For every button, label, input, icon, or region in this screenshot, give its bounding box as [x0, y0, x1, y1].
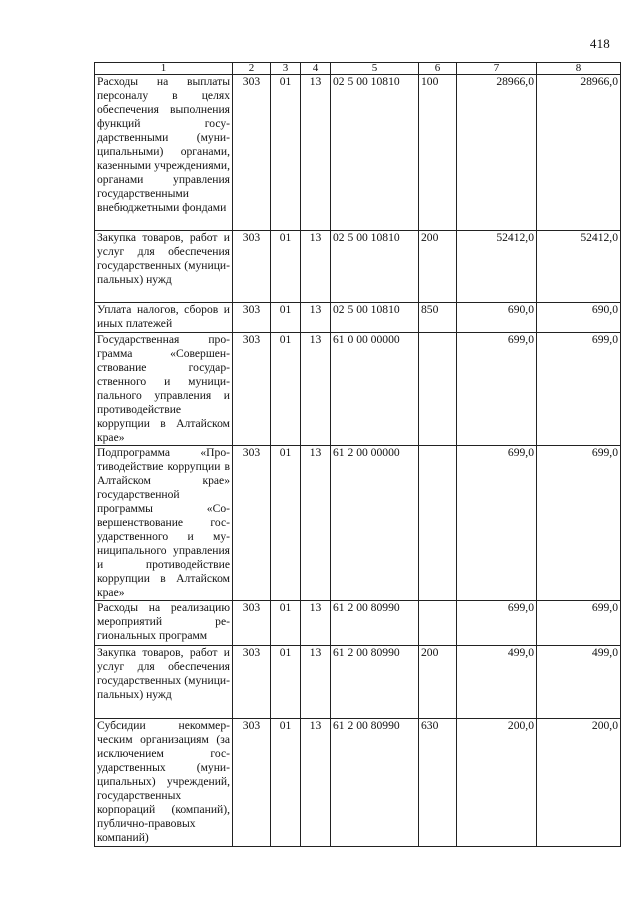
table-row	[95, 231, 621, 303]
cell-value-1: 690,0	[457, 303, 537, 333]
cell-ministry: 303	[233, 333, 271, 446]
cell-ministry: 303	[233, 646, 271, 719]
cell-name: Расходы на реализацию мероприятий региональных программ	[95, 601, 233, 646]
cell-value-2: 699,0	[537, 601, 621, 646]
cell-name: Подпрограмма «Противодействие коррупции в Алтайском крае» государственной программы «Совершенствование государственного и муниципального управления и противодействие коррупции в Алтайском крае»	[95, 446, 233, 601]
cell-value-2: 200,0	[537, 719, 621, 847]
cell-type: 200	[419, 646, 457, 719]
cell-target: 02 5 00 10810	[331, 231, 419, 303]
cell-ministry: 303	[233, 303, 271, 333]
cell-target: 61 2 00 80990	[331, 601, 419, 646]
cell-subsection: 13	[301, 303, 331, 333]
cell-section: 01	[271, 601, 301, 646]
cell-name: Государственная программа «Совершенствование государственного и муниципального управления и противодействие коррупции в Алтайском крае»	[95, 333, 233, 446]
table-body	[95, 75, 621, 847]
cell-section: 01	[271, 303, 301, 333]
cell-section: 01	[271, 446, 301, 601]
cell-subsection: 13	[301, 446, 331, 601]
cell-section: 01	[271, 646, 301, 719]
header-cell-1: 1	[95, 63, 233, 75]
cell-value-1: 28966,0	[457, 75, 537, 231]
cell-name: Закупка товаров, работ и услуг для обеспечения государственных (муниципальных) нужд	[95, 646, 233, 719]
cell-ministry: 303	[233, 446, 271, 601]
cell-ministry: 303	[233, 719, 271, 847]
cell-section: 01	[271, 333, 301, 446]
cell-type	[419, 446, 457, 601]
cell-section: 01	[271, 75, 301, 231]
cell-section: 01	[271, 231, 301, 303]
cell-type	[419, 333, 457, 446]
table-row	[95, 446, 621, 601]
cell-name: Уплата налогов, сборов и иных платежей	[95, 303, 233, 333]
table-row	[95, 303, 621, 333]
cell-target: 61 2 00 00000	[331, 446, 419, 601]
cell-subsection: 13	[301, 719, 331, 847]
cell-target: 02 5 00 10810	[331, 75, 419, 231]
table-row	[95, 75, 621, 231]
cell-target: 02 5 00 10810	[331, 303, 419, 333]
cell-value-2: 28966,0	[537, 75, 621, 231]
cell-type: 850	[419, 303, 457, 333]
page-number: 418	[589, 36, 610, 51]
cell-subsection: 13	[301, 646, 331, 719]
cell-subsection: 13	[301, 231, 331, 303]
header-cell-8: 8	[537, 63, 621, 75]
cell-name: Расходы на выплаты персоналу в целях обеспечения выполнения функций государственными (муниципальными) органами, казенными учреждениями, органами управления государственными внебюджетными фондами	[95, 75, 233, 231]
cell-section: 01	[271, 719, 301, 847]
cell-target: 61 0 00 00000	[331, 333, 419, 446]
header-cell-5: 5	[331, 63, 419, 75]
table-row	[95, 601, 621, 646]
header-cell-2: 2	[233, 63, 271, 75]
cell-name: Закупка товаров, работ и услуг для обеспечения государственных (муниципальных) нужд	[95, 231, 233, 303]
table-row	[95, 719, 621, 847]
cell-subsection: 13	[301, 75, 331, 231]
table-row	[95, 333, 621, 446]
cell-value-2: 690,0	[537, 303, 621, 333]
cell-type: 100	[419, 75, 457, 231]
header-cell-4: 4	[301, 63, 331, 75]
header-cell-3: 3	[271, 63, 301, 75]
cell-value-2: 699,0	[537, 333, 621, 446]
cell-value-1: 200,0	[457, 719, 537, 847]
cell-name: Субсидии некоммерческим организациям (за исключением государственных (муниципальных) учреждений, государственных корпораций (компаний), публично-правовых компаний)	[95, 719, 233, 847]
cell-value-1: 699,0	[457, 333, 537, 446]
cell-subsection: 13	[301, 601, 331, 646]
table-row	[95, 646, 621, 719]
cell-type: 200	[419, 231, 457, 303]
cell-type	[419, 601, 457, 646]
cell-value-2: 52412,0	[537, 231, 621, 303]
cell-ministry: 303	[233, 601, 271, 646]
cell-ministry: 303	[233, 75, 271, 231]
budget-table	[94, 62, 621, 847]
cell-value-2: 699,0	[537, 446, 621, 601]
cell-target: 61 2 00 80990	[331, 646, 419, 719]
cell-ministry: 303	[233, 231, 271, 303]
cell-value-1: 699,0	[457, 601, 537, 646]
cell-value-1: 499,0	[457, 646, 537, 719]
table-header	[95, 63, 621, 75]
cell-target: 61 2 00 80990	[331, 719, 419, 847]
cell-value-1: 52412,0	[457, 231, 537, 303]
header-cell-7: 7	[457, 63, 537, 75]
cell-subsection: 13	[301, 333, 331, 446]
cell-value-1: 699,0	[457, 446, 537, 601]
header-cell-6: 6	[419, 63, 457, 75]
cell-value-2: 499,0	[537, 646, 621, 719]
header-row	[95, 63, 621, 75]
cell-type: 630	[419, 719, 457, 847]
